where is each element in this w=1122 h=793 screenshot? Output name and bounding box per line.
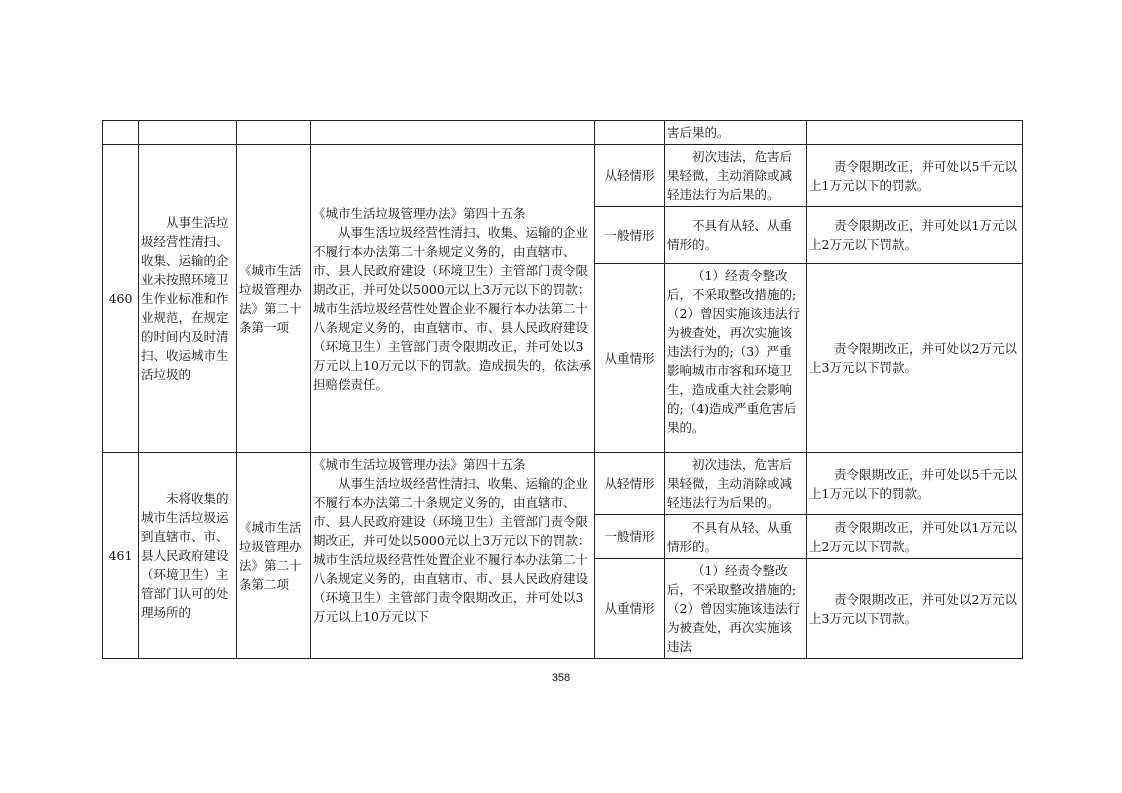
penalty-result: 责令限期改正，并可处以5千元以上1万元以下的罚款。 [807, 145, 1023, 207]
condition-detail: 初次违法，危害后果轻微，主动消除或减轻违法行为后果的。 [665, 453, 807, 515]
penalty-basis [311, 145, 595, 453]
condition-label: 从重情形 [595, 264, 665, 453]
penalty-title: 《城市生活垃圾管理办法》第四十五条 [313, 457, 526, 472]
penalty-title: 《城市生活垃圾管理办法》第四十五条 [313, 205, 526, 221]
item-number: 460 [103, 145, 139, 453]
condition-detail: 不具有从轻、从重情形的。 [665, 515, 807, 559]
penalty-basis [311, 453, 595, 659]
condition-detail: （1）经责令整改后，不采取整改措施的;（2）曾因实施该违法行为被查处，再次实施该违法行为的;（3）严重影响城市市容和环境卫生，造成重大社会影响的;（4)造成严重危害后果的。 [665, 264, 807, 453]
page-number: 358 [551, 672, 571, 684]
legal-basis: 《城市生活垃圾管理办法》第二十条第一项 [237, 145, 311, 453]
condition-label: 从轻情形 [595, 145, 665, 207]
condition-label: 从重情形 [595, 559, 665, 659]
condition-detail: 初次违法，危害后果轻微，主动消除或减轻违法行为后果的。 [665, 145, 807, 207]
violation-behavior: 从事生活垃圾经营性清扫、收集、运输的企业未按照环境卫生作业标准和作业规范，在规定的时间内及时清扫、收运城市生活垃圾的 [139, 145, 237, 453]
penalty-result: 责令限期改正，并可处以1万元以上2万元以下罚款。 [807, 515, 1023, 559]
penalty-text: 从事生活垃圾经营性清扫、收集、运输的企业不履行本办法第二十条规定义务的，由直辖市、市、县人民政府建设（环境卫生）主管部门责令限期改正，并可处以5000元以上3万元以下的罚款：城市生活垃圾经营性处置企业不履行本办法第二十八条规定义务的，由直辖市、市、县人民政府建设（环境卫生）主管部门责令限期改正，并可处以3万元以上10万元以下的罚款。造成损失的，依法承担赔偿责任。 [313, 224, 592, 392]
penalty-result: 责令限期改正，并可处以5千元以上1万元以下的罚款。 [807, 453, 1023, 515]
condition-detail: 害后果的。 [665, 121, 807, 145]
penalty-text: 从事生活垃圾经营性清扫、收集、运输的企业不履行本办法第二十条规定义务的，由直辖市、市、县人民政府建设（环境卫生）主管部门责令限期改正，并可处以5000元以上3万元以下的罚款：城市生活垃圾经营性处置企业不履行本办法第二十八条规定义务的，由直辖市、市、县人民政府建设（环境卫生）主管部门责令限期改正，并可处以3万元以上10万元以下 [313, 476, 591, 624]
condition-label: 一般情形 [595, 207, 665, 264]
penalty-result: 责令限期改正，并可处以2万元以上3万元以下罚款。 [807, 559, 1023, 659]
condition-detail: 不具有从轻、从重情形的。 [665, 207, 807, 264]
condition-label: 从轻情形 [595, 453, 665, 515]
table-row [103, 145, 1023, 207]
condition-label: 一般情形 [595, 515, 665, 559]
penalty-table [102, 120, 1023, 659]
penalty-result: 责令限期改正，并可处以2万元以上3万元以下罚款。 [807, 264, 1023, 453]
item-number: 461 [103, 453, 139, 659]
violation-behavior: 未将收集的城市生活垃圾运到直辖市、市、县人民政府建设（环境卫生）主管部门认可的处理场所的 [139, 453, 237, 659]
condition-detail: （1）经责令整改后，不采取整改措施的;（2）曾因实施该违法行为被查处，再次实施该违法 [665, 559, 807, 659]
legal-basis: 《城市生活垃圾管理办法》第二十条第二项 [237, 453, 311, 659]
penalty-result: 责令限期改正，并可处以1万元以上2万元以下罚款。 [807, 207, 1023, 264]
table-row [103, 453, 1023, 515]
table-row [103, 121, 1023, 145]
